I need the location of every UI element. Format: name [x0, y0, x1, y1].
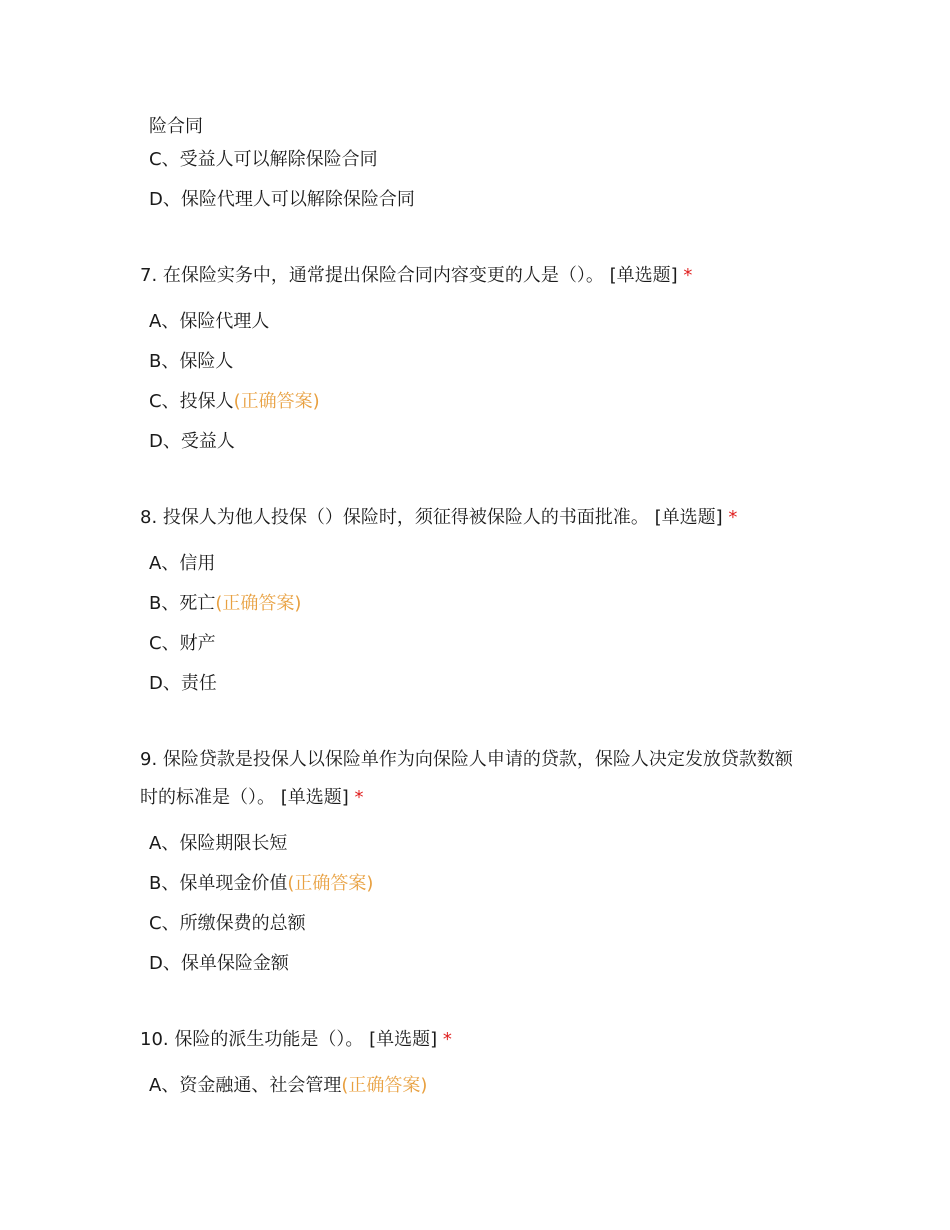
question-9-line-1: 9. 保险贷款是投保人以保险单作为向保险人申请的贷款，保险人决定发放贷款数额 — [140, 749, 793, 770]
required-mark: * — [442, 1029, 452, 1050]
question-type-tag: [单选题] — [280, 787, 349, 808]
q10-option-a — [149, 1074, 427, 1098]
question-type-tag: [单选题] — [609, 265, 678, 286]
option-text: B、死亡 — [149, 593, 216, 614]
option-text: B、保单现金价值 — [149, 873, 288, 894]
q8-option-a: A、信用 — [149, 553, 216, 574]
question-type-tag: [单选题] — [654, 507, 723, 528]
q7-option-a: A、保险代理人 — [149, 311, 270, 332]
question-9-text: 时的标准是（）。 — [140, 787, 275, 808]
q9-option-d: D、保单保险金额 — [149, 953, 289, 974]
q9-option-c: C、所缴保费的总额 — [149, 913, 306, 934]
q8-option-c: C、财产 — [149, 633, 216, 654]
correct-answer-label: (正确答案) — [233, 391, 320, 412]
correct-answer-label: (正确答案) — [215, 593, 302, 614]
q8-option-b — [149, 592, 301, 616]
correct-answer-label: (正确答案) — [287, 873, 374, 894]
question-7-text: 7. 在保险实务中，通常提出保险合同内容变更的人是（）。 — [140, 265, 604, 286]
q9-option-a: A、保险期限长短 — [149, 833, 288, 854]
carryover-line: 险合同 — [149, 116, 203, 137]
question-8-text: 8. 投保人为他人投保（）保险时，须征得被保险人的书面批准。 — [140, 507, 649, 528]
required-mark: * — [683, 265, 693, 286]
question-10 — [140, 1028, 452, 1052]
option-d: D、保险代理人可以解除保险合同 — [149, 189, 415, 210]
question-10-text: 10. 保险的派生功能是（）。 — [140, 1029, 364, 1050]
option-text: A、资金融通、社会管理 — [149, 1075, 342, 1096]
correct-answer-label: (正确答案) — [341, 1075, 428, 1096]
question-9-line-2 — [140, 786, 364, 810]
q9-option-b — [149, 872, 373, 896]
question-type-tag: [单选题] — [369, 1029, 438, 1050]
q7-option-c — [149, 390, 320, 414]
required-mark: * — [354, 787, 364, 808]
option-text: C、投保人 — [149, 391, 234, 412]
q7-option-b: B、保险人 — [149, 351, 234, 372]
option-c: C、受益人可以解除保险合同 — [149, 149, 378, 170]
q7-option-d: D、受益人 — [149, 431, 235, 452]
question-8 — [140, 506, 737, 530]
q8-option-d: D、责任 — [149, 673, 217, 694]
required-mark: * — [728, 507, 738, 528]
question-7 — [140, 264, 692, 288]
